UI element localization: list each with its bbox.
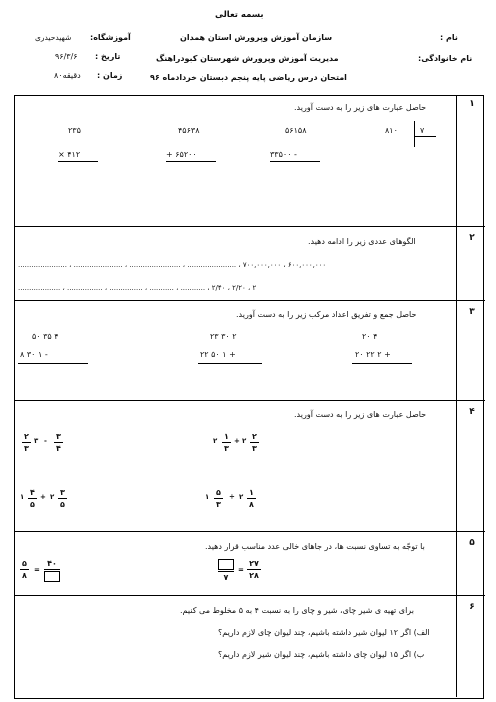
operand-bottom: ۸ ۳۰ ۱ -: [20, 350, 48, 359]
sum-line: [270, 161, 320, 162]
pattern-2: ۲ ، ۲/۲۰ ، ۲/۴۰ ، ........... ، ........... ، ............... ، ................ ، ...................: [18, 284, 257, 292]
time-label: زمان :: [97, 71, 123, 80]
name-label: نام :: [440, 33, 458, 42]
org-line1: سازمان آموزش وپرورش استان همدان: [180, 33, 333, 42]
bismillah: بسمه تعالی: [215, 10, 264, 20]
operand-top: ۵۶۱۵۸: [285, 126, 307, 135]
operand-bottom: ۲۲ ۵۰ ۱ +: [200, 350, 236, 359]
question-number: ۲: [469, 233, 475, 243]
org-line2: مدیریت آموزش وپرورش شهرستان کبودراهنگ: [156, 54, 339, 63]
mixed-whole: ۱: [20, 493, 25, 501]
fraction: ۲ ۳: [250, 432, 259, 453]
operator: ÷: [229, 493, 235, 501]
date-value: ۹۶/۳/۶: [55, 52, 78, 61]
mixed-whole: ۲: [242, 437, 247, 445]
question-text: برای تهیه ی شیر چای، شیر و چای را به نسبت ۴ به ۵ مخلوط می کنیم.: [180, 606, 414, 615]
fraction: ۷: [218, 559, 234, 582]
blank-box[interactable]: [44, 571, 60, 582]
question-text: الگوهای عددی زیر را ادامه دهید.: [308, 237, 416, 246]
divider: [14, 595, 485, 596]
operand-bottom: + ۶۵۲۰۰: [166, 150, 197, 159]
school-label: آموزشگاه:: [90, 33, 131, 42]
question-part-a: الف) اگر ۱۲ لیوان شیر داشته باشیم، چند لیوان چای لازم داریم؟: [218, 628, 430, 637]
date-label: تاریخ :: [95, 52, 121, 61]
pattern-1: ۶۰۰,۰۰۰,۰۰۰ ، ۷۰۰,۰۰۰,۰۰۰ ، ...................... ، ....................... ، ...................... ، ......................: [18, 261, 327, 269]
question-number: ۴: [469, 407, 475, 417]
mixed-whole: ۲: [50, 493, 55, 501]
divider: [14, 400, 485, 401]
question-number: ۱: [469, 99, 475, 109]
operand-top: ۲۳ ۳۰ ۲: [210, 332, 237, 341]
question-text: حاصل جمع و تفریق اعداد مرکب زیر را به دست آورید.: [236, 310, 417, 319]
sum-line: [166, 161, 216, 162]
sum-line: [198, 363, 262, 364]
fraction: ۲۷ ۲۸: [247, 559, 261, 580]
question-text: با توجّه به تساوی نسبت ها، در جاهای خالی عدد مناسب قرار دهید.: [205, 542, 425, 551]
division-bar: [414, 121, 415, 147]
division-bar: [414, 136, 436, 137]
operator: +: [234, 437, 240, 445]
operand-top: ۴۵۶۳۸: [178, 126, 200, 135]
exam-title: امتحان درس ریاضی پایه پنجم دبستان خردادماه ۹۶: [150, 73, 347, 82]
fraction: ۳ ۵: [58, 488, 67, 509]
divider: [14, 531, 485, 532]
mixed-whole: ۲: [213, 437, 218, 445]
divider: [14, 226, 485, 227]
divisor: ۷: [420, 126, 425, 135]
fraction: ۱ ۸: [247, 488, 256, 509]
question-text: حاصل عبارت های زیر را به دست آورید.: [294, 410, 427, 419]
question-text: حاصل عبارت های زیر را به دست آورید.: [294, 103, 427, 112]
operator: =: [34, 566, 40, 574]
fraction: ۲ ۳: [22, 432, 31, 453]
operand-bottom: ۳۳۵۰۰ -: [270, 150, 297, 159]
question-number: ۵: [469, 538, 475, 548]
sum-line: [18, 363, 88, 364]
operator: =: [238, 566, 244, 574]
blank-box[interactable]: [218, 559, 234, 570]
sum-line: [352, 363, 412, 364]
sum-line: [58, 161, 98, 162]
question-number: ۶: [469, 602, 475, 612]
fraction: ۱ ۳: [222, 432, 231, 453]
mixed-whole: ۱: [205, 493, 210, 501]
operand-bottom: × ۴۱۲: [58, 150, 81, 159]
operand-top: ۲۰ ۴: [362, 332, 378, 341]
operand-top: ۵۰ ۳۵ ۴: [32, 332, 59, 341]
question-number: ۳: [469, 307, 475, 317]
fraction: ۴۰: [44, 559, 60, 582]
mixed-whole: ۲: [239, 493, 244, 501]
time-value: ۸۰دقیقه: [54, 71, 81, 80]
fraction: ۵ ۳: [214, 488, 223, 509]
fraction: ۵ ۸: [20, 559, 29, 580]
dividend: ۸۱۰: [385, 126, 398, 135]
family-label: نام خانوادگی:: [418, 54, 473, 63]
operand-top: ۲۳۵: [68, 126, 81, 135]
mixed-whole: ۳: [34, 437, 39, 445]
operator: -: [44, 437, 47, 445]
operator: +: [40, 493, 46, 501]
divider: [14, 300, 485, 301]
fraction: ۳ ۴: [54, 432, 63, 453]
operand-bottom: ۲۰ ۲۲ ۲ +: [355, 350, 391, 359]
school-value: شهیدحیدری: [35, 33, 72, 42]
number-column-divider: [456, 95, 457, 697]
question-part-b: ب) اگر ۱۵ لیوان چای داشته باشیم، چند لیوان شیر لازم داریم؟: [218, 650, 425, 659]
fraction: ۴ ۵: [28, 488, 37, 509]
